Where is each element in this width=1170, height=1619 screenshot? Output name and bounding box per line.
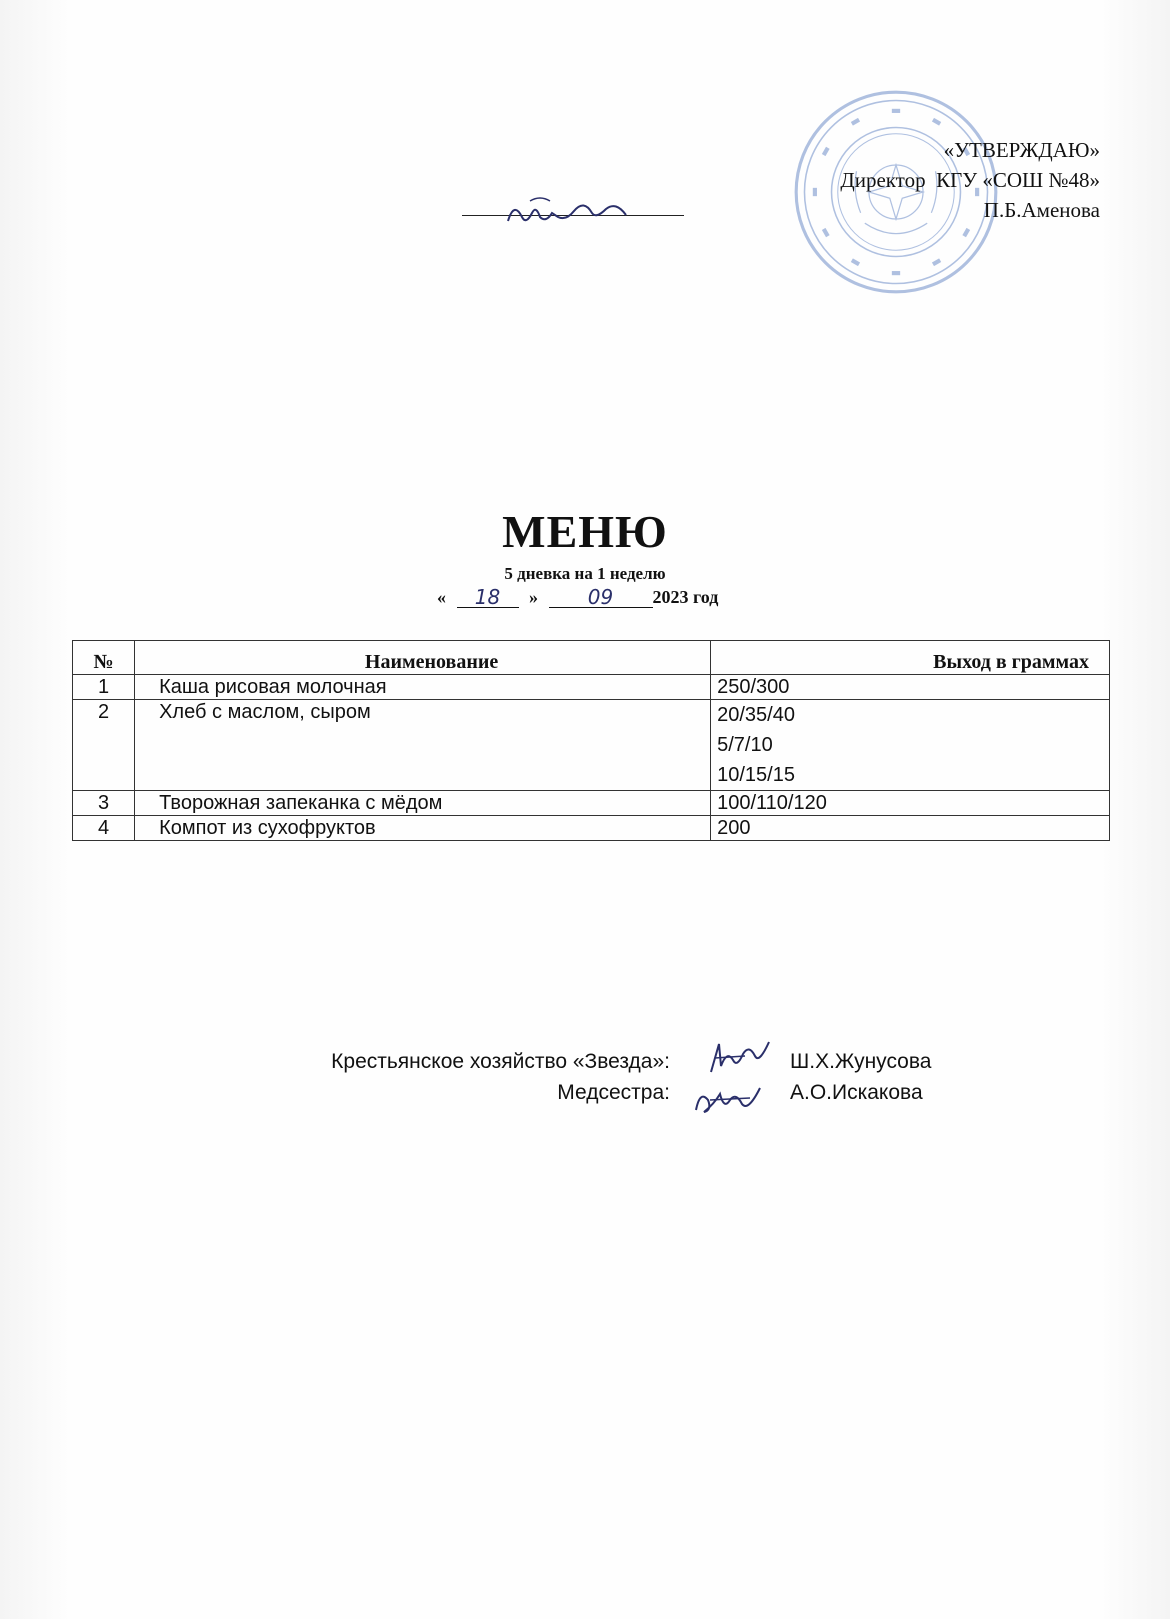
- row-yield: 250/300: [711, 675, 1110, 700]
- director-name: П.Б.Аменова: [983, 198, 1100, 222]
- director-signature-icon: [500, 191, 630, 233]
- table-row: [73, 816, 1110, 841]
- approval-position: Директор КГУ «СОШ №48»: [840, 168, 1100, 192]
- row-number: 4: [73, 816, 135, 841]
- table-row: [73, 700, 1110, 791]
- supplier-signature-icon: [705, 1036, 775, 1080]
- signatory-titles: [331, 1046, 670, 1108]
- date-open-quote: «: [437, 587, 446, 607]
- row-yield-line: 10/15/15: [717, 764, 795, 786]
- signatory-title-nurse: Медсестра:: [557, 1081, 670, 1104]
- table-header-row: [73, 641, 1110, 675]
- row-yield: 200: [711, 816, 1110, 841]
- approval-heading: «УТВЕРЖДАЮ»: [943, 138, 1100, 162]
- date-month: 09: [549, 587, 653, 608]
- row-number: 2: [73, 700, 135, 791]
- approval-name-line: [840, 195, 1100, 225]
- menu-table: [72, 640, 1110, 841]
- signatory-title-supplier: Крестьянское хозяйство «Звезда»:: [331, 1050, 670, 1073]
- row-name: Каша рисовая молочная: [135, 675, 711, 700]
- nurse-signature-icon: [690, 1080, 765, 1120]
- signatory-name-supplier: Ш.Х.Жунусова: [790, 1050, 932, 1073]
- date-close-quote: »: [529, 587, 538, 607]
- page-title: МЕНЮ: [502, 506, 668, 557]
- date-line: [437, 587, 718, 608]
- signatory-name-nurse: А.О.Искакова: [790, 1081, 923, 1104]
- header-name: Наименование: [135, 641, 711, 675]
- row-yield: 100/110/120: [711, 791, 1110, 816]
- approval-block: [840, 135, 1100, 225]
- table-row: [73, 675, 1110, 700]
- row-name: Хлеб с маслом, сыром: [135, 700, 711, 791]
- date-year: 2023 год: [652, 587, 719, 607]
- header-yield: Выход в граммах: [711, 641, 1110, 675]
- row-yield-line: 20/35/40: [717, 704, 795, 726]
- row-yield: [711, 700, 1110, 791]
- row-name: Творожная запеканка с мёдом: [135, 791, 711, 816]
- row-number: 3: [73, 791, 135, 816]
- table-row: [73, 791, 1110, 816]
- row-yield-line: 5/7/10: [717, 734, 773, 756]
- row-number: 1: [73, 675, 135, 700]
- date-day: 18: [457, 587, 519, 608]
- signatory-names: [790, 1046, 931, 1108]
- header-number: №: [73, 641, 135, 675]
- page-subtitle: 5 дневка на 1 неделю: [504, 564, 666, 583]
- row-name: Компот из сухофруктов: [135, 816, 711, 841]
